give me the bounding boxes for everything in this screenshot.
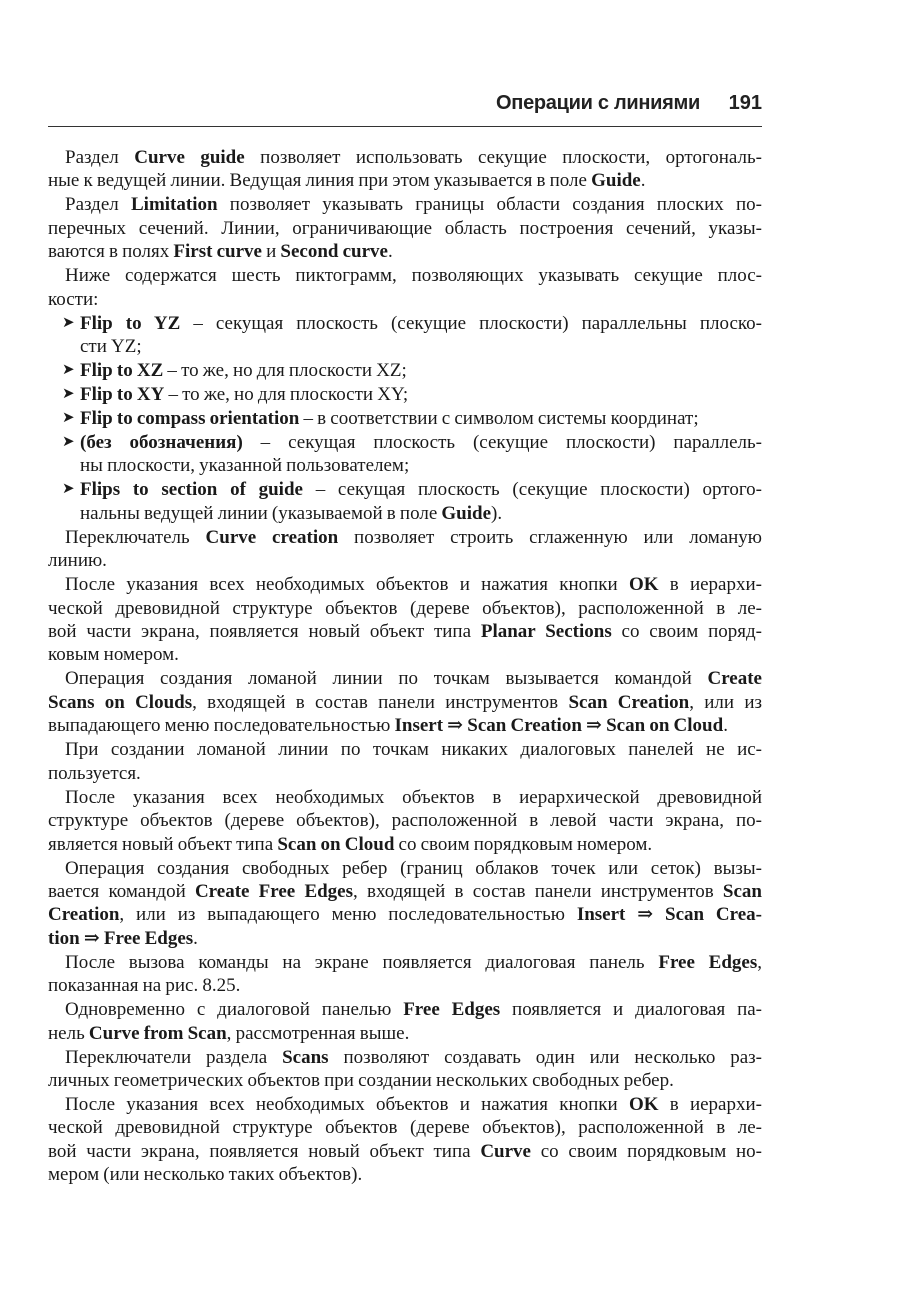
text-line xyxy=(48,857,762,880)
text-run: ные к ведущей линии. Ведущая линия при этом указывается в поле xyxy=(48,170,592,192)
text-line xyxy=(48,667,762,690)
bold-term: Create xyxy=(707,668,762,690)
text-line xyxy=(48,1116,762,1139)
text-run: вой части экрана, появляется новый объект типа xyxy=(48,1140,481,1162)
paragraph xyxy=(48,951,762,998)
text-line xyxy=(48,312,762,335)
text-run: мером (или несколько таких объектов). xyxy=(48,1164,363,1186)
text-run: – секущая плоскость (секущие плоскости) параллельны плоско- xyxy=(180,312,762,334)
text-line xyxy=(48,335,762,358)
bold-term: Insert ⇒ Scan Crea- xyxy=(576,904,762,926)
text-line xyxy=(48,526,762,549)
text-run: позволяет указывать границы области создания плоских по- xyxy=(217,194,762,216)
bold-term: Scan xyxy=(722,880,762,902)
arrowhead-bullet-icon: ➤ xyxy=(62,314,75,331)
text-run: , входящей в состав панели инструментов xyxy=(353,880,723,902)
paragraph xyxy=(48,573,762,667)
paragraph xyxy=(48,857,762,951)
bold-term: Guide xyxy=(591,170,641,192)
bold-term: Scan on Cloud xyxy=(277,833,395,855)
bold-term: Second curve xyxy=(280,241,388,263)
text-run: перечных сечений. Линии, ограничивающие область построения сечений, указы- xyxy=(48,217,762,239)
text-run: После указания всех необходимых объектов и нажатия кнопки xyxy=(65,1093,629,1115)
text-line xyxy=(48,1163,762,1186)
text-run: нель xyxy=(48,1022,89,1044)
text-run: ны плоскости, указанной пользователем; xyxy=(80,455,410,477)
text-run: и xyxy=(261,241,281,263)
text-line xyxy=(48,193,762,216)
text-line xyxy=(48,809,762,832)
text-line xyxy=(48,714,762,737)
arrowhead-bullet-icon: ➤ xyxy=(62,386,75,403)
text-run: линию. xyxy=(48,550,107,572)
bold-term: Creation xyxy=(48,904,120,926)
text-line xyxy=(48,431,762,454)
paragraph xyxy=(48,264,762,311)
text-run: После указания всех необходимых объектов и нажатия кнопки xyxy=(65,574,629,596)
text-line xyxy=(48,454,762,477)
text-run: в иерархи- xyxy=(658,1093,762,1115)
text-run: Раздел xyxy=(65,147,135,168)
text-line xyxy=(48,998,762,1021)
paragraph xyxy=(48,667,762,737)
text-run: пользуется. xyxy=(48,762,141,784)
text-line xyxy=(48,738,762,761)
text-run: ковым номером. xyxy=(48,644,179,666)
bullet-item xyxy=(48,359,762,382)
text-run: Операция создания ломаной линии по точкам вызывается командой xyxy=(65,668,708,690)
text-line xyxy=(48,217,762,240)
text-run: позволяют создавать один или несколько раз- xyxy=(328,1046,762,1068)
text-run: ваются в полях xyxy=(48,241,174,263)
text-run: структуре объектов (дереве объектов), расположенной в левой части экрана, по- xyxy=(48,810,762,832)
bullet-item xyxy=(48,431,762,478)
arrowhead-bullet-icon: ➤ xyxy=(62,481,75,498)
text-run: , или из выпадающего меню последовательностью xyxy=(119,904,577,926)
text-line xyxy=(48,833,762,856)
text-run: сти YZ; xyxy=(80,336,142,358)
text-line xyxy=(48,597,762,620)
text-run: со своим порядковым номером. xyxy=(394,833,653,855)
text-run: Переключатель xyxy=(65,526,206,548)
text-line xyxy=(48,1022,762,1045)
page-body xyxy=(48,146,762,1187)
paragraph xyxy=(48,998,762,1045)
text-line xyxy=(48,146,762,169)
text-run: позволяет строить сглаженную или ломаную xyxy=(338,526,762,548)
text-line xyxy=(48,288,762,311)
bold-term: Curve from Scan xyxy=(88,1022,227,1044)
bold-term: Insert ⇒ Scan Creation ⇒ Scan on Cloud xyxy=(394,715,724,737)
bold-term: tion ⇒ Free Edges xyxy=(48,927,194,949)
text-line xyxy=(48,573,762,596)
text-run: Раздел xyxy=(65,194,131,216)
bold-term: Scan Creation xyxy=(568,691,690,713)
text-run: После указания всех необходимых объектов в иерархической древовидной xyxy=(65,786,762,808)
text-run: – в соответствии с символом системы координат; xyxy=(299,408,699,430)
bold-term: OK xyxy=(628,1093,659,1115)
bold-term: Flip to XZ xyxy=(80,360,164,382)
paragraph xyxy=(48,146,762,193)
arrowhead-bullet-icon: ➤ xyxy=(62,434,75,451)
running-header xyxy=(48,88,762,127)
paragraph xyxy=(48,786,762,856)
text-run: Ниже содержатся шесть пиктограмм, позволяющих указывать секущие плос- xyxy=(65,265,762,287)
text-line xyxy=(48,359,762,382)
bold-term: Flip to compass orientation xyxy=(80,408,300,430)
text-run: . xyxy=(388,241,393,263)
text-line xyxy=(48,478,762,501)
bullet-item xyxy=(48,312,762,359)
bold-term: Free Edges xyxy=(403,999,501,1021)
text-run: ). xyxy=(491,502,503,524)
text-run: – то же, но для плоскости XY; xyxy=(164,384,409,406)
text-line xyxy=(48,1046,762,1069)
bold-term: Free Edges xyxy=(658,951,758,973)
text-run: , входящей в состав панели инструментов xyxy=(192,691,569,713)
text-run: . xyxy=(723,715,728,737)
text-run: Одновременно с диалоговой панелью xyxy=(65,999,404,1021)
text-line xyxy=(48,620,762,643)
text-run: – то же, но для плоскости XZ; xyxy=(163,360,407,382)
text-line xyxy=(48,169,762,192)
bold-term: Scans on Clouds xyxy=(48,691,193,713)
text-run: показанная на рис. 8.25. xyxy=(48,975,241,997)
text-run: После вызова команды на экране появляется диалоговая панель xyxy=(65,951,659,973)
paragraph xyxy=(48,738,762,785)
text-run: является новый объект типа xyxy=(48,833,278,855)
text-run: Операция создания свободных ребер (границ облаков точек или сеток) вызы- xyxy=(65,857,762,879)
text-run: со своим порядковым но- xyxy=(530,1140,762,1162)
bold-term: Planar Sections xyxy=(480,621,612,643)
text-run: – секущая плоскость (секущие плоскости) параллель- xyxy=(242,432,762,454)
text-run: кости: xyxy=(48,288,99,310)
bold-term: Flips to section of guide xyxy=(80,479,303,501)
paragraph xyxy=(48,193,762,263)
bold-term: Limitation xyxy=(131,194,218,216)
bold-term: (без обозначения) xyxy=(80,432,243,454)
text-line xyxy=(48,643,762,666)
bold-term: Scans xyxy=(282,1046,329,1068)
text-line xyxy=(48,383,762,406)
text-run: . xyxy=(193,927,198,949)
text-line xyxy=(48,1140,762,1163)
text-line xyxy=(48,549,762,572)
text-run: личных геометрических объектов при создании нескольких свободных ребер. xyxy=(48,1069,674,1091)
text-run: ческой древовидной структуре объектов (дереве объектов), расположенной в ле- xyxy=(48,1117,762,1139)
bold-term: Flip to YZ xyxy=(80,312,181,334)
text-line xyxy=(48,927,762,950)
text-run: выпадающего меню последовательностью xyxy=(48,715,395,737)
text-line xyxy=(48,502,762,525)
text-line xyxy=(48,786,762,809)
text-run: вой части экрана, появляется новый объект типа xyxy=(48,621,481,643)
bullet-item xyxy=(48,383,762,406)
bold-term: Curve xyxy=(480,1140,531,1162)
text-line xyxy=(48,691,762,714)
bullet-item xyxy=(48,407,762,430)
text-run: со своим поряд- xyxy=(611,621,762,643)
chapter-title: Операции с линиями xyxy=(496,92,700,114)
text-run: – секущая плоскость (секущие плоскости) ортого- xyxy=(302,479,762,501)
bullet-item xyxy=(48,478,762,525)
text-run: в иерархи- xyxy=(658,574,762,596)
text-run: позволяет использовать секущие плоскости, ортогональ- xyxy=(244,147,763,168)
text-line xyxy=(48,880,762,903)
bold-term: Curve creation xyxy=(205,526,339,548)
text-line xyxy=(48,903,762,926)
text-run: , xyxy=(757,951,762,973)
bold-term: Guide xyxy=(441,502,492,524)
text-run: ческой древовидной структуре объектов (дереве объектов), расположенной в ле- xyxy=(48,597,762,619)
text-run: , или из xyxy=(689,691,762,713)
paragraph xyxy=(48,1046,762,1093)
text-line xyxy=(48,951,762,974)
text-run: появляется и диалоговая па- xyxy=(500,999,763,1021)
bold-term: First curve xyxy=(173,241,262,263)
text-line xyxy=(48,264,762,287)
text-line xyxy=(48,762,762,785)
text-line xyxy=(48,240,762,263)
text-line xyxy=(48,407,762,430)
text-run: , рассмотренная выше. xyxy=(226,1022,410,1044)
text-run: вается командой xyxy=(48,880,195,902)
text-line xyxy=(48,1093,762,1116)
text-run: При создании ломаной линии по точкам никаких диалоговых панелей не ис- xyxy=(65,739,762,761)
arrowhead-bullet-icon: ➤ xyxy=(62,362,75,379)
bold-term: OK xyxy=(628,574,659,596)
bold-term: Flip to XY xyxy=(80,384,165,406)
page-number: 191 xyxy=(728,92,762,114)
paragraph xyxy=(48,1093,762,1187)
text-run: нальны ведущей линии (указываемой в поле xyxy=(80,502,442,524)
text-line xyxy=(48,974,762,997)
bold-term: Create Free Edges xyxy=(194,880,354,902)
arrowhead-bullet-icon: ➤ xyxy=(62,410,75,427)
text-line xyxy=(48,1069,762,1092)
bold-term: Curve guide xyxy=(134,147,245,168)
paragraph xyxy=(48,526,762,573)
text-run: . xyxy=(640,170,646,192)
text-run: Переключатели раздела xyxy=(65,1046,283,1068)
